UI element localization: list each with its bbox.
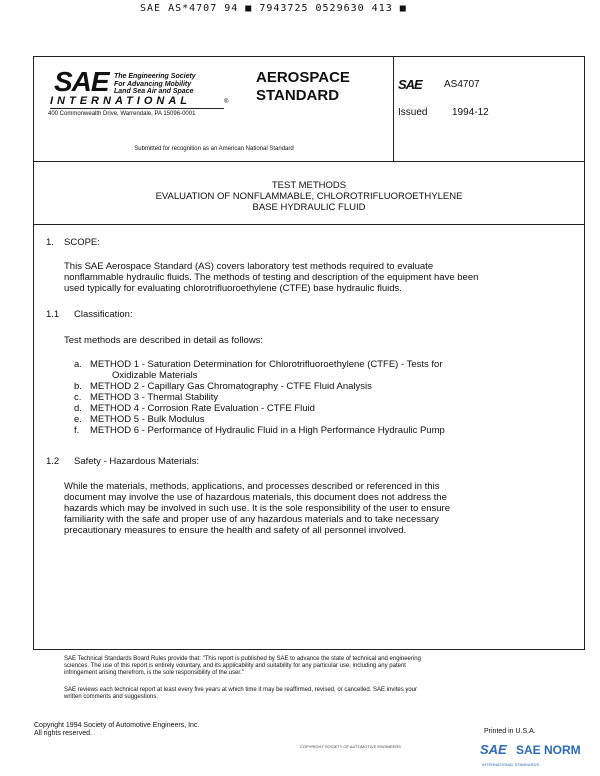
logo-underline	[50, 108, 224, 109]
section-1-number: 1.	[46, 237, 54, 248]
sae-small-logo: SAE	[398, 77, 422, 92]
document-frame	[33, 56, 585, 650]
sae-norm-subtitle: INTERNATIONAL STANDARDS	[482, 762, 540, 767]
copyright-notice: Copyright 1994 Society of Automotive Engineers, Inc. All rights reserved.	[34, 722, 200, 737]
printed-in-usa: Printed in U.S.A.	[484, 728, 536, 735]
sae-logo: SAE	[54, 66, 109, 97]
document-number: AS4707	[444, 79, 480, 90]
section-1-heading: SCOPE:	[64, 237, 100, 248]
technical-standards-rules: SAE Technical Standards Board Rules provide that: "This report is published by SAE to advance the state of technical and engineering sciences. The use of this report is entirely voluntary, and its applicability and suitability for any particular use, including any patent infringement arising therefrom, is the sole responsibility of the user."	[64, 656, 421, 676]
sae-tagline: The Engineering Society For Advancing Mobility Land Sea Air and Space	[114, 73, 196, 95]
section-1-1-heading: Classification:	[74, 309, 133, 320]
sae-address: 400 Commonwealth Drive, Warrendale, PA 15096-0001	[48, 111, 196, 117]
section-1-1-intro: Test methods are described in detail as follows:	[64, 335, 264, 346]
section-1-2-paragraph: While the materials, methods, applications, and processes described or referenced in this document may involve the use of hazardous materials, this document does not address the hazards which may be involved in such use. It is the sole responsibility of the user to ensure familiarity with the safe and proper use of any hazardous materials and to take necessary precautionary measures to ensure the health and safety of all personnel involved.	[64, 481, 451, 536]
issued-date: 1994-12	[452, 107, 489, 118]
document-code-strip: SAE AS*4707 94 ■ 7943725 0529630 413 ■	[140, 3, 407, 14]
section-1-1-number: 1.1	[46, 309, 60, 320]
issued-label: Issued	[398, 107, 428, 118]
standard-type-title: AEROSPACE STANDARD	[256, 69, 350, 104]
list-item: e. METHOD 5 - Bulk Modulus	[74, 414, 205, 425]
list-item: f. METHOD 6 - Performance of Hydraulic Fluid in a High Performance Hydraulic Pump	[74, 425, 445, 436]
review-notice: SAE reviews each technical report at least every five years at which time it may be reaffirmed, revised, or cancelled. SAE invites your written comments and suggestions.	[64, 687, 418, 700]
sae-norm-logo-icon: SAE	[480, 742, 507, 757]
header-divider-top	[34, 161, 584, 162]
copyright-tiny-notice: COPYRIGHT SOCIETY OF AUTOMOTIVE ENGINEERS	[300, 744, 401, 749]
section-1-2-heading: Safety - Hazardous Materials:	[74, 456, 200, 467]
title-divider	[34, 224, 584, 225]
list-item: c. METHOD 3 - Thermal Stability	[74, 392, 219, 403]
sae-international-wordmark: INTERNATIONAL	[50, 95, 192, 107]
section-1-paragraph: This SAE Aerospace Standard (AS) covers laboratory test methods required to evaluate nonflammable hydraulic fluids. The methods of testing and description of the equipment have been used typically for evaluating chlorotrifluoroethylene (CTFE) base hydraulic fluids.	[64, 261, 479, 294]
document-title: TEST METHODS EVALUATION OF NONFLAMMABLE, CHLOROTRIFLUOROETHYLENE BASE HYDRAULIC FLUID	[155, 180, 463, 213]
sae-norm-watermark: SAE NORM	[516, 743, 581, 757]
list-item: d. METHOD 4 - Corrosion Rate Evaluation - CTFE Fluid	[74, 403, 315, 414]
list-item: a. METHOD 1 - Saturation Determination for Chlorotrifluoroethylene (CTFE) - Tests for Oxidizable Materials	[74, 359, 443, 381]
registered-mark: ®	[224, 99, 229, 105]
section-1-2-number: 1.2	[46, 456, 60, 467]
submitted-note: Submitted for recognition as an American National Standard	[134, 146, 294, 152]
list-item: b. METHOD 2 - Capillary Gas Chromatography - CTFE Fluid Analysis	[74, 381, 372, 392]
